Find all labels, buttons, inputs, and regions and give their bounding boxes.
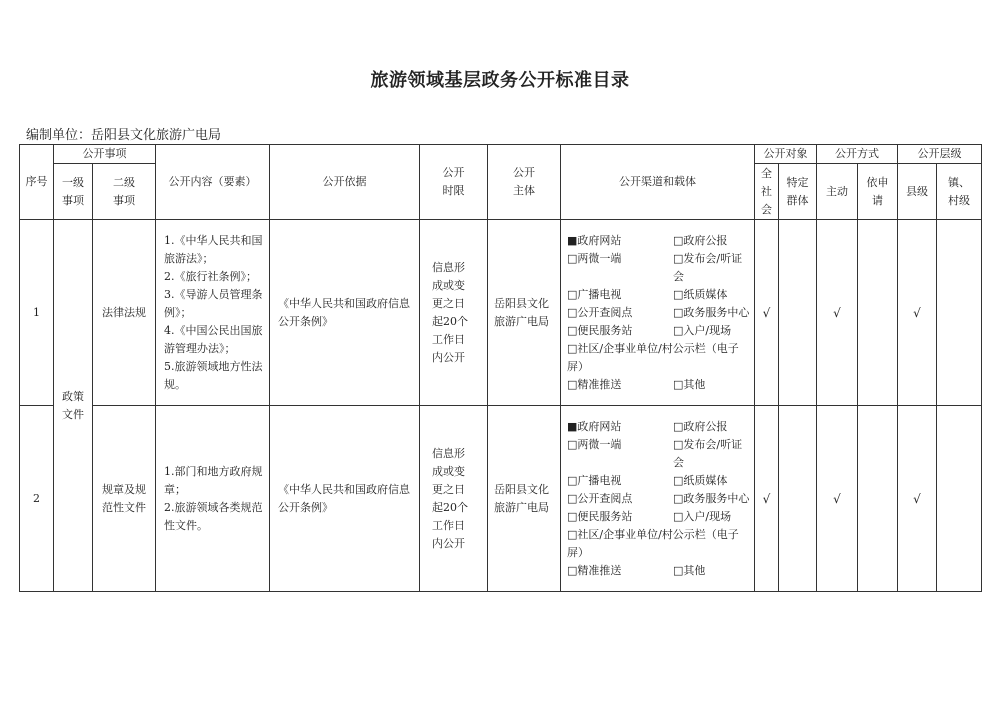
table-row [20, 406, 982, 592]
header-content: 公开内容（要素） [156, 145, 270, 220]
row-basis: 《中华人民共和国政府信息公开条例》 [270, 406, 420, 592]
channel-bulletin: □社区/企事业单位/村公示栏（电子屏） [567, 527, 739, 559]
content-item: 1.部门和地方政府规章； [164, 464, 263, 496]
channel-press: □发布会/听证会 [673, 251, 743, 283]
header-town-village: 镇、村级 [937, 164, 982, 220]
channel-press: □发布会/听证会 [673, 437, 743, 469]
org-label: 编制单位：岳阳县文化旅游广电局 [26, 128, 222, 143]
row-time-limit: 信息形成或变更之日起20个工作日内公开 [420, 406, 488, 592]
channel-paper: □纸质媒体 [673, 473, 728, 487]
channel-tv: □广播电视 [567, 473, 622, 487]
row-county: √ [898, 220, 937, 406]
header-level: 公开层级 [898, 145, 982, 164]
row-town-village [937, 220, 982, 406]
row-active: √ [817, 406, 858, 592]
row-whole-society: √ [755, 220, 779, 406]
header-specific-groups: 特定群体 [779, 164, 817, 220]
row-content [156, 220, 270, 406]
header-level1: 一级事项 [54, 164, 93, 220]
channel-paper: □纸质媒体 [673, 287, 728, 301]
row-time-limit: 信息形成或变更之日起20个工作日内公开 [420, 220, 488, 406]
content-item: 1.《中华人民共和国旅游法》； [164, 233, 263, 265]
row-level2: 法律法规 [93, 220, 156, 406]
content-item: 5.旅游领域地方性法规。 [164, 359, 263, 391]
content-item: 4.《中国公民出国旅游管理办法》； [164, 323, 263, 355]
channel-website: ■政府网站 [567, 233, 622, 247]
page-title: 旅游领域基层政务公开标准目录 [370, 70, 630, 91]
header-target: 公开对象 [755, 145, 817, 164]
channel-reading: □公开查阅点 [567, 491, 633, 505]
row-content [156, 406, 270, 592]
channel-bulletin: □社区/企事业单位/村公示栏（电子屏） [567, 341, 739, 373]
channel-household: □入户/现场 [673, 509, 732, 523]
header-row-1 [20, 145, 982, 164]
header-time-limit: 公开时限 [420, 145, 488, 220]
header-channels: 公开渠道和载体 [561, 145, 755, 220]
channel-service-center: □政务服务中心 [673, 305, 750, 319]
header-on-request: 依申请 [858, 164, 898, 220]
header-matters: 公开事项 [54, 145, 156, 164]
table-row [20, 220, 982, 406]
channel-convenience: □便民服务站 [567, 509, 633, 523]
channel-two-micro: □两微一端 [567, 251, 622, 265]
channel-service-center: □政务服务中心 [673, 491, 750, 505]
channel-precise: □精准推送 [567, 377, 622, 391]
channel-convenience: □便民服务站 [567, 323, 633, 337]
channel-gazette: □政府公报 [673, 233, 728, 247]
row-specific-groups [779, 220, 817, 406]
channel-precise: □精准推送 [567, 563, 622, 577]
row-subject: 岳阳县文化旅游广电局 [488, 220, 561, 406]
header-basis: 公开依据 [270, 145, 420, 220]
row-basis: 《中华人民共和国政府信息公开条例》 [270, 220, 420, 406]
row-seq: 2 [20, 406, 54, 592]
header-subject: 公开主体 [488, 145, 561, 220]
header-county: 县级 [898, 164, 937, 220]
header-whole-society: 全社会 [755, 164, 779, 220]
row-active: √ [817, 220, 858, 406]
content-item: 2.《旅行社条例》； [164, 269, 257, 283]
channel-gazette: □政府公报 [673, 419, 728, 433]
row-level1: 政策文件 [54, 220, 93, 592]
row-level2: 规章及规范性文件 [93, 406, 156, 592]
channel-two-micro: □两微一端 [567, 437, 622, 451]
row-subject: 岳阳县文化旅游广电局 [488, 406, 561, 592]
content-item: 3.《导游人员管理条例》； [164, 287, 263, 319]
row-county: √ [898, 406, 937, 592]
header-level2: 二级事项 [93, 164, 156, 220]
row-town-village [937, 406, 982, 592]
row-channels [561, 406, 755, 592]
channel-household: □入户/现场 [673, 323, 732, 337]
row-channels [561, 220, 755, 406]
header-seq: 序号 [20, 145, 54, 220]
content-item: 2.旅游领域各类规范性文件。 [164, 500, 263, 532]
row-seq: 1 [20, 220, 54, 406]
channel-tv: □广播电视 [567, 287, 622, 301]
header-active: 主动 [817, 164, 858, 220]
channel-other: □其他 [673, 563, 706, 577]
row-specific-groups [779, 406, 817, 592]
header-mode: 公开方式 [817, 145, 898, 164]
row-on-request [858, 406, 898, 592]
row-on-request [858, 220, 898, 406]
channel-website: ■政府网站 [567, 419, 622, 433]
channel-reading: □公开查阅点 [567, 305, 633, 319]
catalog-table [19, 144, 982, 592]
channel-other: □其他 [673, 377, 706, 391]
row-whole-society: √ [755, 406, 779, 592]
